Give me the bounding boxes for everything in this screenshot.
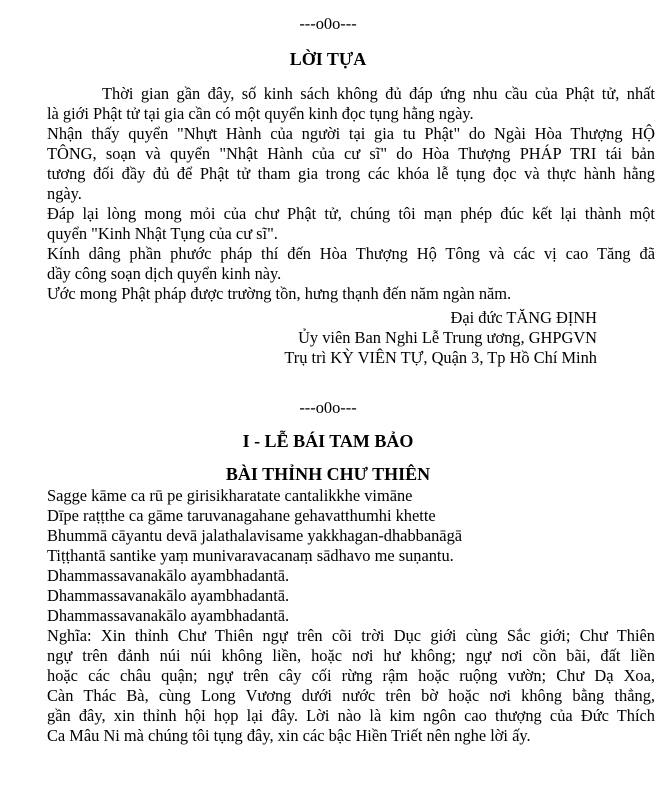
pali-line: Dhammassavanakālo ayambhadantā. xyxy=(47,586,290,605)
chant-title: BÀI THỈNH CHƯ THIÊN xyxy=(225,464,431,484)
signature-block xyxy=(47,308,655,368)
preface-line: Nhận thấy quyển "Nhựt Hành của người tại gia tu Phật" do Ngài Hòa Thượng HỘ xyxy=(47,124,655,143)
meaning-line: Ca Mâu Ni mà chúng tôi tụng đây, xin các bậc Hiền Triết nên nghe lời ấy. xyxy=(47,726,531,745)
meaning-line: Nghĩa: Xin thỉnh Chư Thiên ngự trên cõi trời Dục giới cùng Sắc giới; Chư Thiên xyxy=(47,626,655,645)
pali-line: Dhammassavanakālo ayambhadantā. xyxy=(47,606,290,625)
meaning-line: ngự trên đảnh núi núi không liền, hoặc nơi hư không; ngự nơi cồn bãi, đất liền xyxy=(47,646,655,665)
signature-line-temple: Trụ trì KỲ VIÊN TỰ, Quận 3, Tp Hồ Chí Minh xyxy=(284,348,597,367)
pali-line: Tiṭṭhantā santike yaṃ munivaravacanaṃ sādhavo me suṇantu. xyxy=(47,546,454,565)
ornament-divider-top: ---o0o--- xyxy=(299,14,357,33)
meaning-block xyxy=(47,626,655,746)
preface-title: LỜI TỰA xyxy=(289,49,367,69)
preface-line: Đáp lại lòng mong mỏi của chư Phật tử, chúng tôi mạn phép đúc kết lại thành một xyxy=(47,204,655,223)
preface-line: Thời gian gần đây, số kinh sách không đủ đáp ứng nhu cầu của Phật tử, nhất xyxy=(102,84,655,103)
signature-line-author: Đại đức TĂNG ĐỊNH xyxy=(450,308,597,327)
meaning-line: Càn Thác Bà, cùng Long Vương dưới nước trên bờ hoặc nơi không bằng thẳng, xyxy=(47,686,655,705)
preface-line: TÔNG, soạn và quyển "Nhật Hành của cư sĩ" do Hòa Thượng PHÁP TRI tái bản xyxy=(47,144,655,163)
signature-line-role: Ủy viên Ban Nghi Lễ Trung ương, GHPGVN xyxy=(298,328,597,347)
preface-line: dầy công soạn dịch quyển kinh này. xyxy=(47,264,282,283)
pali-chant-block xyxy=(47,486,655,626)
preface-body xyxy=(47,84,655,304)
pali-line: Dhammassavanakālo ayambhadantā. xyxy=(47,566,290,585)
preface-line: tương đối đầy đủ để Phật tử tham gia trong các khóa lễ tụng đọc và thực hành hằng xyxy=(47,164,655,183)
meaning-line: gần đây, xin thỉnh hội họp lại đây. Lời nào là kim ngôn cao thượng của Đức Thích xyxy=(47,706,655,725)
pali-line: Bhummā cāyantu devā jalathalavisame yakkhagan-dhabbanāgā xyxy=(47,526,463,545)
preface-line: Ước mong Phật pháp được trường tồn, hưng thạnh đến năm ngàn năm. xyxy=(47,284,512,303)
meaning-line: hoặc các châu quận; ngự trên cây cối rừng rậm hoặc ruộng vườn; Chư Dạ Xoa, xyxy=(47,666,655,685)
preface-line: Kính dâng phần phước pháp thí đến Hòa Thượng Hộ Tông và các vị cao Tăng đã xyxy=(47,244,655,263)
pali-line: Dīpe raṭṭthe ca gāme taruvanagahane gehavatthumhi khette xyxy=(47,506,436,525)
preface-line: là giới Phật tử tại gia cần có một quyển kinh đọc tụng hằng ngày. xyxy=(47,104,474,123)
pali-line: Sagge kāme ca rū pe girisikharatate cantalikkhe vimāne xyxy=(47,486,413,505)
ornament-divider-mid: ---o0o--- xyxy=(299,398,357,417)
preface-line: quyển "Kinh Nhật Tụng của cư sĩ". xyxy=(47,224,278,243)
section-title: I - LỄ BÁI TAM BẢO xyxy=(242,431,414,451)
preface-line: ngày. xyxy=(47,184,82,203)
